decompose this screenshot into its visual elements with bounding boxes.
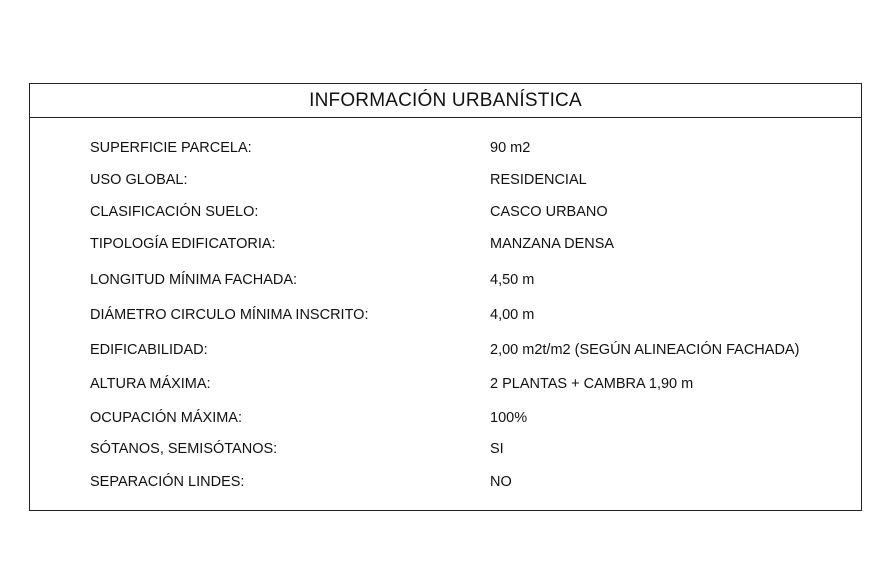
urban-info-table — [29, 83, 862, 511]
row-label: LONGITUD MÍNIMA FACHADA: — [90, 272, 298, 288]
table-row — [30, 170, 861, 190]
table-row — [30, 439, 861, 459]
row-value: 2,00 m2t/m2 (SEGÚN ALINEACIÓN FACHADA) — [490, 342, 800, 358]
row-label: OCUPACIÓN MÁXIMA: — [90, 410, 242, 426]
row-value: 2 PLANTAS + CAMBRA 1,90 m — [490, 376, 694, 392]
row-value: 90 m2 — [490, 140, 531, 156]
table-row — [30, 408, 861, 428]
table-row — [30, 305, 861, 325]
row-value: SI — [490, 441, 504, 457]
row-label: DIÁMETRO CIRCULO MÍNIMA INSCRITO: — [90, 307, 369, 323]
row-label: SÓTANOS, SEMISÓTANOS: — [90, 441, 278, 457]
row-label: TIPOLOGÍA EDIFICATORIA: — [90, 236, 276, 252]
table-row — [30, 472, 861, 492]
row-label: EDIFICABILIDAD: — [90, 342, 208, 358]
table-row — [30, 270, 861, 290]
row-label: ALTURA MÁXIMA: — [90, 376, 211, 392]
row-value: RESIDENCIAL — [490, 172, 587, 188]
row-value: NO — [490, 474, 512, 490]
row-value: 4,00 m — [490, 307, 535, 323]
row-label: SEPARACIÓN LINDES: — [90, 474, 245, 490]
table-row — [30, 374, 861, 394]
row-value: 100% — [490, 410, 528, 426]
table-title: INFORMACIÓN URBANÍSTICA — [30, 84, 861, 118]
row-value: 4,50 m — [490, 272, 535, 288]
table-row — [30, 234, 861, 254]
row-label: CLASIFICACIÓN SUELO: — [90, 204, 259, 220]
table-row — [30, 138, 861, 158]
table-row — [30, 340, 861, 360]
row-value: MANZANA DENSA — [490, 236, 615, 252]
row-label: SUPERFICIE PARCELA: — [90, 140, 252, 156]
row-label: USO GLOBAL: — [90, 172, 188, 188]
row-value: CASCO URBANO — [490, 204, 608, 220]
table-row — [30, 202, 861, 222]
